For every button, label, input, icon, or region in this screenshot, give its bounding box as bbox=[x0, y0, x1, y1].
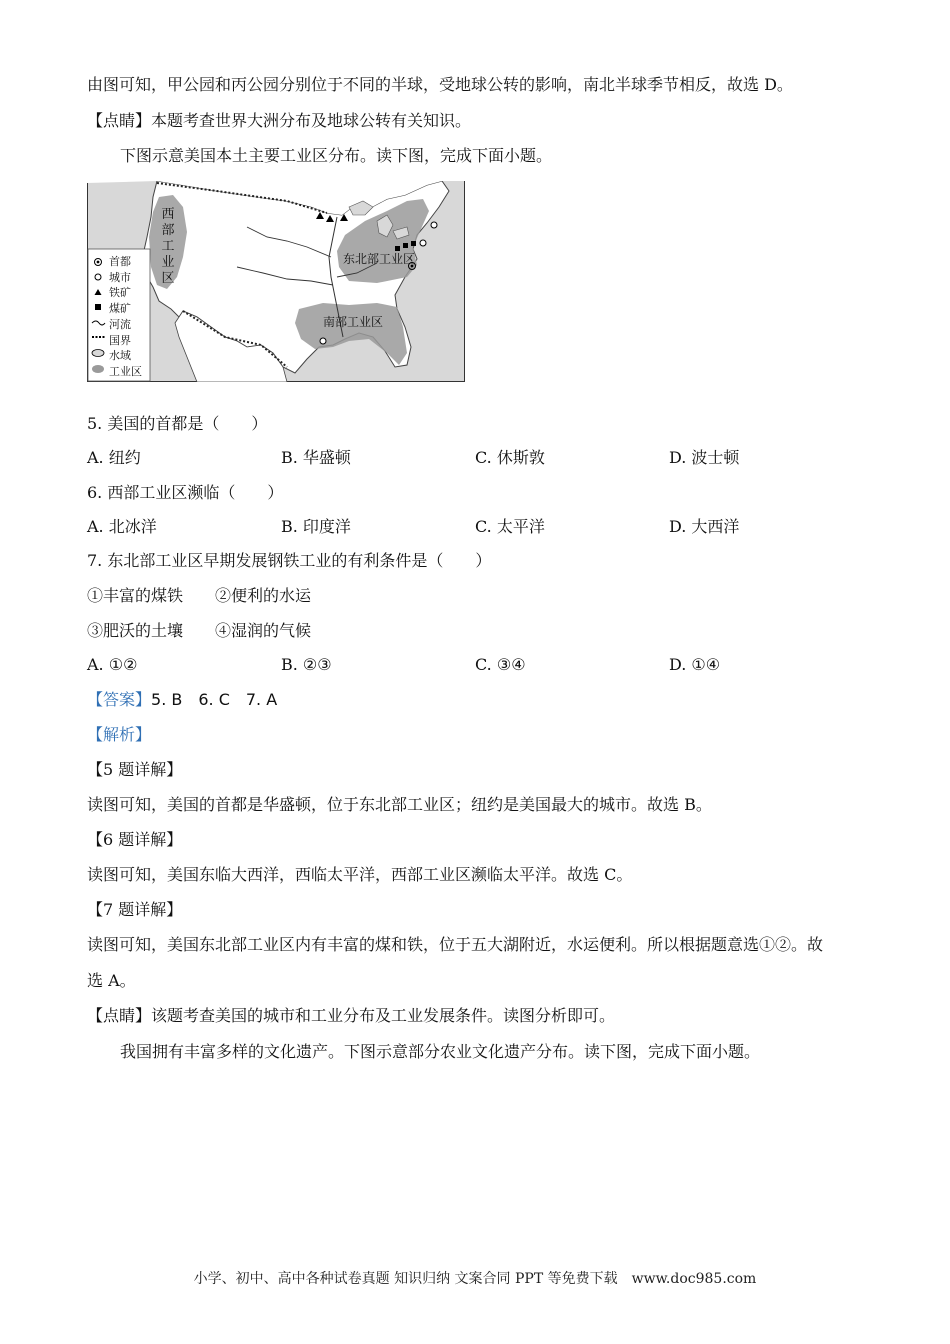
answer-line bbox=[87, 689, 277, 711]
legend-coal: 煤矿 bbox=[109, 302, 131, 316]
tip-line: 【点睛】本题考查世界大洲分布及地球公转有关知识。 bbox=[87, 111, 472, 130]
detail-5-heading: 【5 题详解】 bbox=[87, 760, 183, 779]
west-label-char: 业 bbox=[161, 255, 175, 270]
west-label-char: 区 bbox=[161, 271, 175, 286]
analysis-tag: 【解析】 bbox=[87, 725, 152, 744]
detail-7-text-1: 读图可知，美国东北部工业区内有丰富的煤和铁，位于五大湖附近，水运便利。所以根据题意选①②。故 bbox=[87, 935, 824, 954]
intro-line: 下图示意美国本土主要工业区分布。读下图，完成下面小题。 bbox=[120, 146, 553, 165]
answer-tag: 【答案】 bbox=[87, 690, 152, 709]
q7-option-c: C. ③④ bbox=[475, 655, 526, 674]
q7-conditions-2: ③肥沃的土壤 ④湿润的气候 bbox=[87, 621, 312, 640]
question-7: 7. 东北部工业区早期发展钢铁工业的有利条件是（ ） bbox=[87, 551, 492, 570]
q6-option-b: B. 印度洋 bbox=[281, 517, 351, 536]
south-label: 南部工业区 bbox=[323, 315, 384, 329]
detail-7-text-2: 选 A。 bbox=[87, 971, 136, 990]
q6-option-d: D. 大西洋 bbox=[669, 517, 740, 536]
answer-text: 5. B 6. C 7. A bbox=[151, 690, 278, 709]
q5-option-d: D. 波士顿 bbox=[669, 448, 740, 467]
ne-label: 东北部工业区 bbox=[343, 252, 416, 266]
note-line: 【点睛】该题考查美国的城市和工业分布及工业发展条件。读图分析即可。 bbox=[87, 1006, 616, 1025]
legend-water: 水域 bbox=[109, 349, 131, 363]
next-intro-line: 我国拥有丰富多样的文化遗产。下图示意部分农业文化遗产分布。读下图，完成下面小题。 bbox=[120, 1042, 761, 1061]
map-svg bbox=[87, 177, 465, 382]
legend bbox=[109, 254, 142, 380]
q6-option-a: A. 北冰洋 bbox=[87, 517, 157, 536]
detail-6-heading: 【6 题详解】 bbox=[87, 830, 183, 849]
q5-option-a: A. 纽约 bbox=[87, 448, 141, 467]
legend-iron: 铁矿 bbox=[109, 286, 131, 300]
q6-option-c: C. 太平洋 bbox=[475, 517, 545, 536]
usa-industrial-map bbox=[87, 177, 465, 382]
legend-border: 国界 bbox=[109, 333, 131, 347]
q5-option-c: C. 休斯敦 bbox=[475, 448, 545, 467]
q7-option-a: A. ①② bbox=[87, 655, 138, 674]
detail-7-heading: 【7 题详解】 bbox=[87, 900, 183, 919]
question-5: 5. 美国的首都是（ ） bbox=[87, 414, 268, 433]
legend-industrial: 工业区 bbox=[109, 364, 142, 378]
q7-conditions-1: ①丰富的煤铁 ②便利的水运 bbox=[87, 586, 312, 605]
legend-city: 城市 bbox=[109, 270, 131, 284]
footer-text: 小学、初中、高中各种试卷真题 知识归纳 文案合同 PPT 等免费下载 www.doc985.com bbox=[193, 1271, 757, 1287]
text-line: 由图可知，甲公园和丙公园分别位于不同的半球，受地球公转的影响，南北半球季节相反，故选 D。 bbox=[87, 75, 793, 94]
question-6: 6. 西部工业区濒临（ ） bbox=[87, 483, 284, 502]
legend-capital: 首都 bbox=[109, 255, 131, 268]
west-label-char: 工 bbox=[161, 239, 175, 254]
q7-option-b: B. ②③ bbox=[281, 655, 332, 674]
west-label-char: 部 bbox=[161, 223, 175, 238]
q5-option-b: B. 华盛顿 bbox=[281, 448, 351, 467]
legend-river: 河流 bbox=[109, 317, 131, 331]
west-label bbox=[160, 207, 176, 287]
detail-6-text: 读图可知，美国东临大西洋，西临太平洋，西部工业区濒临太平洋。故选 C。 bbox=[87, 865, 633, 884]
detail-5-text: 读图可知，美国的首都是华盛顿，位于东北部工业区；纽约是美国最大的城市。故选 B。 bbox=[87, 795, 712, 814]
q7-option-d: D. ①④ bbox=[669, 655, 721, 674]
west-label-char: 西 bbox=[161, 207, 175, 222]
